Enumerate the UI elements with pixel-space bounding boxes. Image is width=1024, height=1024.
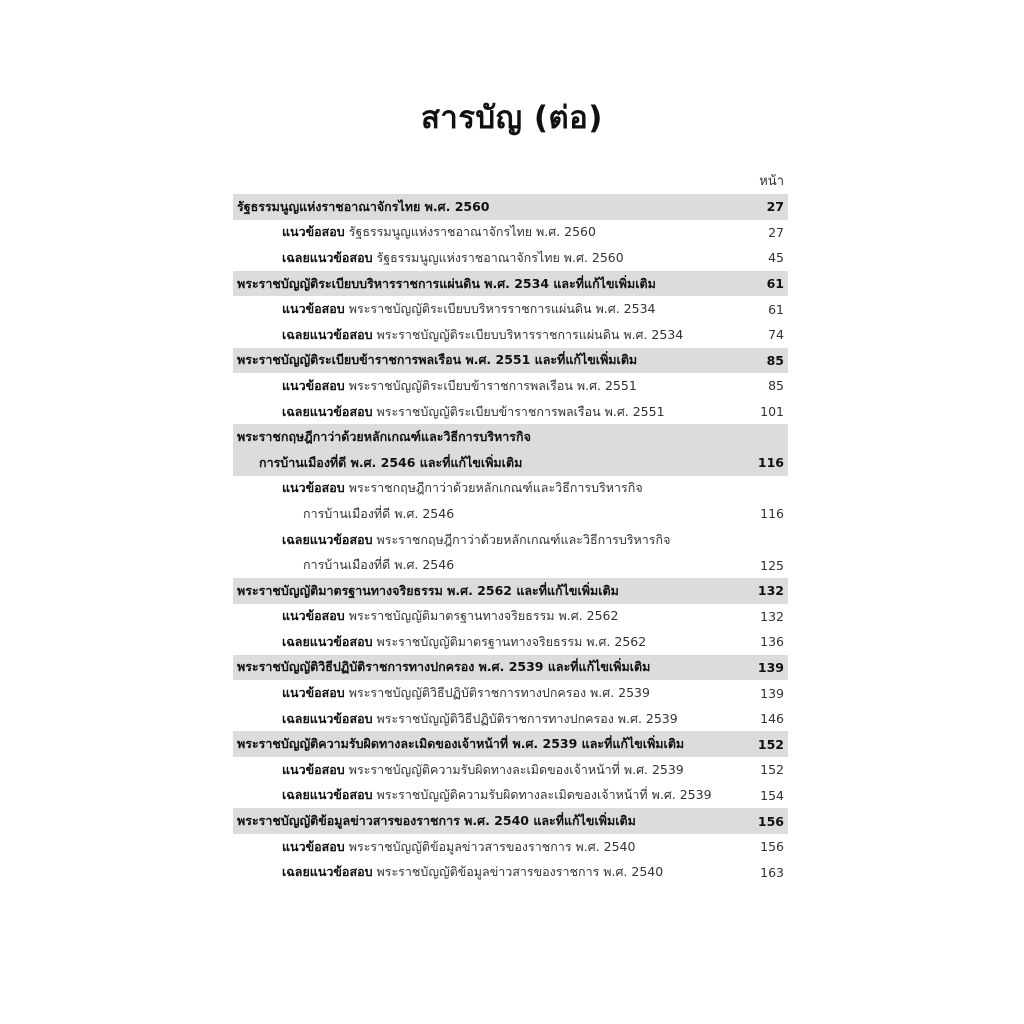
toc-entry-label: แนวข้อสอบ [282, 685, 345, 701]
toc-entry-text [233, 581, 619, 601]
toc-entry-label: แนวข้อสอบ [282, 377, 345, 393]
toc-page-number: 27 [768, 224, 784, 240]
toc-entry-title: การบ้านเมืองที่ดี พ.ศ. 2546 [303, 505, 455, 521]
table-of-contents [233, 194, 788, 885]
toc-page-number: 45 [768, 250, 784, 266]
toc-entry-text [233, 555, 454, 575]
toc-entry-row [233, 552, 788, 578]
toc-page-number: 85 [766, 352, 784, 368]
toc-page-number: 156 [760, 839, 784, 855]
toc-entry-label: แนวข้อสอบ [282, 301, 345, 317]
toc-entry-row [233, 245, 788, 271]
toc-entry-text [233, 530, 670, 550]
toc-section-row [233, 731, 788, 757]
toc-entry-title: พระราชกฤษฎีกาว่าด้วยหลักเกณฑ์และวิธีการบริหารกิจ [348, 480, 643, 496]
toc-entry-label: เฉลยแนวข้อสอบ [282, 249, 373, 265]
toc-entry-title: พระราชบัญญัติระเบียบข้าราชการพลเรือน พ.ศ. 2551 [348, 377, 637, 393]
toc-section-row [233, 655, 788, 681]
toc-entry-title: พระราชบัญญัติความรับผิดทางละเมิดของเจ้าหน้าที่ พ.ศ. 2539 [348, 761, 684, 777]
toc-entry-label: แนวข้อสอบ [282, 224, 345, 240]
toc-entry-row [233, 373, 788, 399]
toc-entry-label: เฉลยแนวข้อสอบ [282, 710, 373, 726]
toc-entry-row [233, 680, 788, 706]
toc-entry-label: เฉลยแนวข้อสอบ [282, 864, 373, 880]
toc-entry-title: การบ้านเมืองที่ดี พ.ศ. 2546 [303, 557, 455, 573]
toc-entry-row [233, 322, 788, 348]
toc-entry-label: แนวข้อสอบ [282, 838, 345, 854]
toc-page-number: 74 [768, 327, 784, 343]
toc-entry-title: พระราชบัญญัติระเบียบบริหารราชการแผ่นดิน พ.ศ. 2534 [348, 301, 656, 317]
toc-section-row [233, 578, 788, 604]
toc-entry-title: พระราชบัญญัติข้อมูลข่าวสารของราชการ พ.ศ. 2540 [376, 864, 664, 880]
toc-entry-row [233, 220, 788, 246]
toc-section-row [233, 271, 788, 297]
toc-page-number: 152 [757, 736, 784, 752]
toc-entry-text [233, 760, 684, 780]
toc-entry-title: พระราชบัญญัติข้อมูลข่าวสารของราชการ พ.ศ. 2540 และที่แก้ไขเพิ่มเติม [237, 813, 636, 829]
toc-entry-row [233, 783, 788, 809]
toc-entry-label: เฉลยแนวข้อสอบ [282, 633, 373, 649]
toc-entry-text [233, 299, 655, 319]
toc-page-number: 132 [757, 583, 784, 599]
toc-entry-text [233, 504, 454, 524]
toc-entry-title: การบ้านเมืองที่ดี พ.ศ. 2546 และที่แก้ไขเพิ่มเติม [259, 454, 523, 470]
toc-section-row [233, 424, 788, 450]
toc-page-number: 136 [760, 634, 784, 650]
toc-entry-title: พระราชบัญญัติวิธีปฏิบัติราชการทางปกครอง พ.ศ. 2539 และที่แก้ไขเพิ่มเติม [237, 659, 651, 675]
toc-entry-title: พระราชบัญญัติมาตรฐานทางจริยธรรม พ.ศ. 2562 และที่แก้ไขเพิ่มเติม [237, 582, 619, 598]
toc-entry-text [233, 478, 643, 498]
toc-entry-label: แนวข้อสอบ [282, 608, 345, 624]
toc-entry-text [233, 197, 489, 217]
toc-page-number: 61 [766, 276, 784, 292]
toc-entry-row [233, 527, 788, 553]
toc-entry-text [233, 274, 656, 294]
toc-entry-title: พระราชบัญญัติวิธีปฏิบัติราชการทางปกครอง พ.ศ. 2539 [348, 685, 650, 701]
toc-page-number: 139 [757, 659, 784, 675]
toc-entry-title: พระราชบัญญัติความรับผิดทางละเมิดของเจ้าหน้าที่ พ.ศ. 2539 [376, 787, 712, 803]
toc-entry-text [233, 402, 665, 422]
toc-page-number: 156 [757, 813, 784, 829]
toc-entry-text [233, 811, 636, 831]
toc-page-number: 101 [760, 404, 784, 420]
toc-page-number: 61 [768, 301, 784, 317]
toc-page-number: 163 [760, 864, 784, 880]
toc-entry-row [233, 399, 788, 425]
toc-page-number: 125 [760, 557, 784, 573]
toc-entry-text [233, 683, 650, 703]
toc-entry-label: เฉลยแนวข้อสอบ [282, 403, 373, 419]
toc-entry-text [233, 837, 635, 857]
toc-entry-label: แนวข้อสอบ [282, 480, 345, 496]
toc-entry-row [233, 757, 788, 783]
toc-section-row [233, 348, 788, 374]
toc-entry-text [233, 248, 624, 268]
toc-entry-title: พระราชบัญญัติมาตรฐานทางจริยธรรม พ.ศ. 2562 [348, 608, 619, 624]
toc-entry-title: รัฐธรรมนูญแห่งราชอาณาจักรไทย พ.ศ. 2560 [376, 249, 624, 265]
toc-page-number: 139 [760, 685, 784, 701]
toc-section-row [233, 450, 788, 476]
toc-section-row [233, 194, 788, 220]
toc-entry-label: เฉลยแนวข้อสอบ [282, 326, 373, 342]
toc-entry-title: พระราชบัญญัติระเบียบบริหารราชการแผ่นดิน พ.ศ. 2534 [376, 326, 684, 342]
toc-entry-text [233, 350, 637, 370]
toc-entry-title: พระราชบัญญัติมาตรฐานทางจริยธรรม พ.ศ. 2562 [376, 633, 647, 649]
toc-entry-text [233, 657, 650, 677]
toc-entry-title: รัฐธรรมนูญแห่งราชอาณาจักรไทย พ.ศ. 2560 [237, 198, 490, 214]
toc-entry-row [233, 834, 788, 860]
toc-entry-row [233, 629, 788, 655]
toc-entry-label: เฉลยแนวข้อสอบ [282, 787, 373, 803]
toc-entry-row [233, 296, 788, 322]
toc-entry-text [233, 606, 618, 626]
toc-entry-title: พระราชบัญญัติระเบียบบริหารราชการแผ่นดิน พ.ศ. 2534 และที่แก้ไขเพิ่มเติม [237, 275, 656, 291]
toc-entry-text [233, 734, 684, 754]
toc-entry-text [233, 632, 646, 652]
toc-page-number: 152 [760, 762, 784, 778]
page-title: สารบัญ (ต่อ) [421, 100, 603, 136]
toc-page-number: 154 [760, 787, 784, 803]
toc-page-number: 132 [760, 608, 784, 624]
toc-entry-title: พระราชบัญญัติระเบียบข้าราชการพลเรือน พ.ศ. 2551 [376, 403, 665, 419]
toc-page-number: 116 [760, 506, 784, 522]
toc-entry-text [233, 785, 712, 805]
toc-entry-row [233, 476, 788, 502]
toc-entry-label: แนวข้อสอบ [282, 761, 345, 777]
toc-entry-title: พระราชบัญญัติระเบียบข้าราชการพลเรือน พ.ศ. 2551 และที่แก้ไขเพิ่มเติม [237, 352, 638, 368]
toc-entry-title: พระราชกฤษฎีกาว่าด้วยหลักเกณฑ์และวิธีการบริหารกิจ [237, 429, 531, 445]
toc-entry-text [233, 427, 531, 447]
toc-entry-text [233, 222, 596, 242]
toc-entry-row [233, 706, 788, 732]
toc-entry-row [233, 501, 788, 527]
toc-entry-row [233, 859, 788, 885]
toc-entry-text [233, 709, 678, 729]
toc-entry-text [233, 862, 663, 882]
toc-entry-title: พระราชบัญญัติความรับผิดทางละเมิดของเจ้าหน้าที่ พ.ศ. 2539 และที่แก้ไขเพิ่มเติม [237, 736, 685, 752]
toc-page-number: 146 [760, 711, 784, 727]
toc-entry-label: เฉลยแนวข้อสอบ [282, 531, 373, 547]
toc-entry-text [233, 325, 683, 345]
toc-page-number: 116 [757, 455, 784, 471]
toc-entry-title: รัฐธรรมนูญแห่งราชอาณาจักรไทย พ.ศ. 2560 [348, 224, 596, 240]
toc-page-number: 27 [766, 199, 784, 215]
page-column-label: หน้า [759, 174, 784, 189]
toc-entry-title: พระราชบัญญัติวิธีปฏิบัติราชการทางปกครอง พ.ศ. 2539 [376, 710, 678, 726]
toc-entry-text [233, 376, 637, 396]
toc-entry-title: พระราชบัญญัติข้อมูลข่าวสารของราชการ พ.ศ. 2540 [348, 838, 636, 854]
toc-entry-row [233, 604, 788, 630]
toc-section-row [233, 808, 788, 834]
toc-page-number: 85 [768, 378, 784, 394]
toc-entry-text [233, 453, 522, 473]
toc-entry-title: พระราชกฤษฎีกาว่าด้วยหลักเกณฑ์และวิธีการบริหารกิจ [376, 531, 671, 547]
